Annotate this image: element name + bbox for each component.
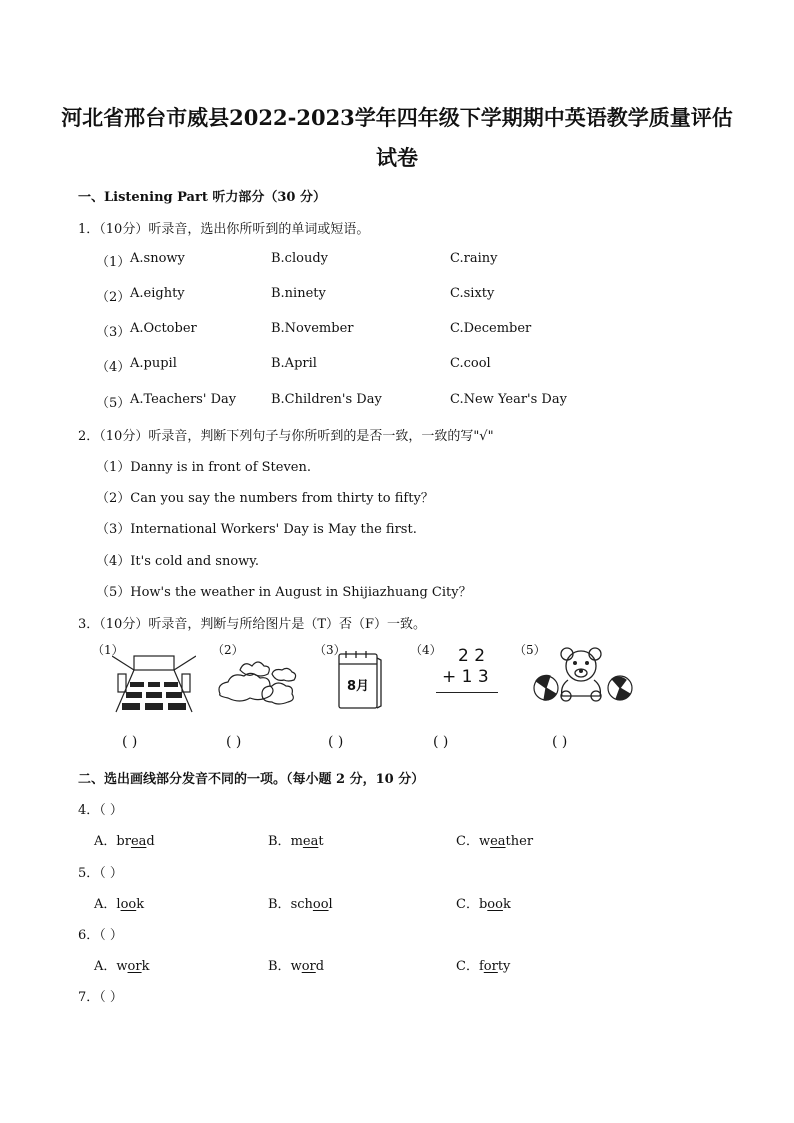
picture-2-label: （2） xyxy=(212,643,244,657)
statement-1: （1）Danny is in front of Steven. xyxy=(96,460,312,475)
option-b: B.April xyxy=(271,356,317,371)
item-number: （1） xyxy=(96,255,131,270)
option-c: C.December xyxy=(450,321,532,336)
option-c: C.cool xyxy=(450,356,491,371)
item-number: （4） xyxy=(96,360,131,375)
classroom-icon xyxy=(112,652,196,716)
option-a: A．look xyxy=(94,897,145,912)
option-c: C．forty xyxy=(456,959,511,974)
underlined-letters: or xyxy=(301,959,316,974)
option-b: B．school xyxy=(268,897,333,912)
option-c: C．book xyxy=(456,897,511,912)
option-label: C． xyxy=(456,897,479,912)
question-2-stem: 2．（10分）听录音，判断下列句子与你所听到的是否一致，一致的写"√" xyxy=(78,429,494,444)
section-heading-listening: 一、Listening Part 听力部分（30 分） xyxy=(78,190,326,205)
option-b: B．meat xyxy=(268,834,324,849)
calendar-icon xyxy=(336,648,382,712)
option-c: C.New Year's Day xyxy=(450,392,567,407)
option-c: C.sixty xyxy=(450,286,495,301)
question-5-stem: 5．（ ） xyxy=(78,866,123,881)
question-4-stem: 4．（ ） xyxy=(78,803,123,818)
option-label: A． xyxy=(94,834,117,849)
question-3-stem: 3．（10分）听录音，判断与所给图片是（T）否（F）一致。 xyxy=(78,617,427,632)
underlined-letters: oo xyxy=(120,897,137,912)
math-line xyxy=(436,692,498,693)
underlined-letters: oo xyxy=(312,897,329,912)
question-7-stem: 7．（ ） xyxy=(78,990,123,1005)
option-a: A．work xyxy=(94,959,150,974)
underlined-letters: or xyxy=(483,959,498,974)
answer-blank-3[interactable]: ( ) xyxy=(328,734,344,750)
option-b: B.cloudy xyxy=(271,251,328,266)
statement-2: （2）Can you say the numbers from thirty to fifty？ xyxy=(96,491,434,506)
picture-4-label: （4） xyxy=(410,643,442,657)
page-title: 河北省邢台市威县2022-2023学年四年级下学期期中英语教学质量评估试卷 xyxy=(61,105,733,170)
question-6-stem: 6．（ ） xyxy=(78,928,123,943)
option-label: A． xyxy=(94,897,117,912)
math-top: 2 2 xyxy=(458,646,486,666)
section-heading-pronunciation: 二、选出画线部分发音不同的一项。（每小题 2 分，10 分） xyxy=(78,772,425,787)
option-a: A.October xyxy=(130,321,197,336)
bear-balls-icon xyxy=(530,646,636,702)
picture-5-label: （5） xyxy=(514,643,546,657)
answer-blank-1[interactable]: ( ) xyxy=(122,734,138,750)
option-a: A.Teachers' Day xyxy=(130,392,237,407)
underlined-letters: ea xyxy=(490,834,506,849)
option-label: C． xyxy=(456,834,479,849)
picture-1-label: （1） xyxy=(92,643,124,657)
answer-blank-5[interactable]: ( ) xyxy=(552,734,568,750)
underlined-letters: ea xyxy=(130,834,147,849)
option-a: A．bread xyxy=(94,834,155,849)
underlined-letters: ea xyxy=(302,834,319,849)
option-c: C．weather xyxy=(456,834,534,849)
statement-5: （5）How's the weather in August in Shijiazhuang City？ xyxy=(96,585,472,600)
option-b: B.ninety xyxy=(271,286,326,301)
option-b: B．word xyxy=(268,959,325,974)
option-label: B． xyxy=(268,959,291,974)
item-number: （2） xyxy=(96,290,131,305)
option-a: A.snowy xyxy=(130,251,185,266)
option-label: B． xyxy=(268,897,291,912)
answer-blank-2[interactable]: ( ) xyxy=(226,734,242,750)
statement-3: （3）International Workers' Day is May the first. xyxy=(96,522,417,537)
underlined-letters: or xyxy=(127,959,142,974)
option-b: B.Children's Day xyxy=(271,392,382,407)
question-1-stem: 1．（10分）听录音，选出你所听到的单词或短语。 xyxy=(78,222,370,237)
item-number: （3） xyxy=(96,325,131,340)
option-a: A.eighty xyxy=(130,286,185,301)
item-number: （5） xyxy=(96,396,131,411)
calendar-text: 8月 xyxy=(346,679,370,694)
math-bottom: + 1 3 xyxy=(442,667,489,687)
option-label: A． xyxy=(94,959,117,974)
option-b: B.November xyxy=(271,321,354,336)
statement-4: （4）It's cold and snowy. xyxy=(96,554,260,569)
clouds-icon xyxy=(214,652,304,710)
picture-3-label: （3） xyxy=(314,643,346,657)
option-a: A.pupil xyxy=(130,356,177,371)
option-c: C.rainy xyxy=(450,251,498,266)
answer-blank-4[interactable]: ( ) xyxy=(433,734,449,750)
option-label: B． xyxy=(268,834,291,849)
option-label: C． xyxy=(456,959,479,974)
underlined-letters: oo xyxy=(487,897,503,912)
